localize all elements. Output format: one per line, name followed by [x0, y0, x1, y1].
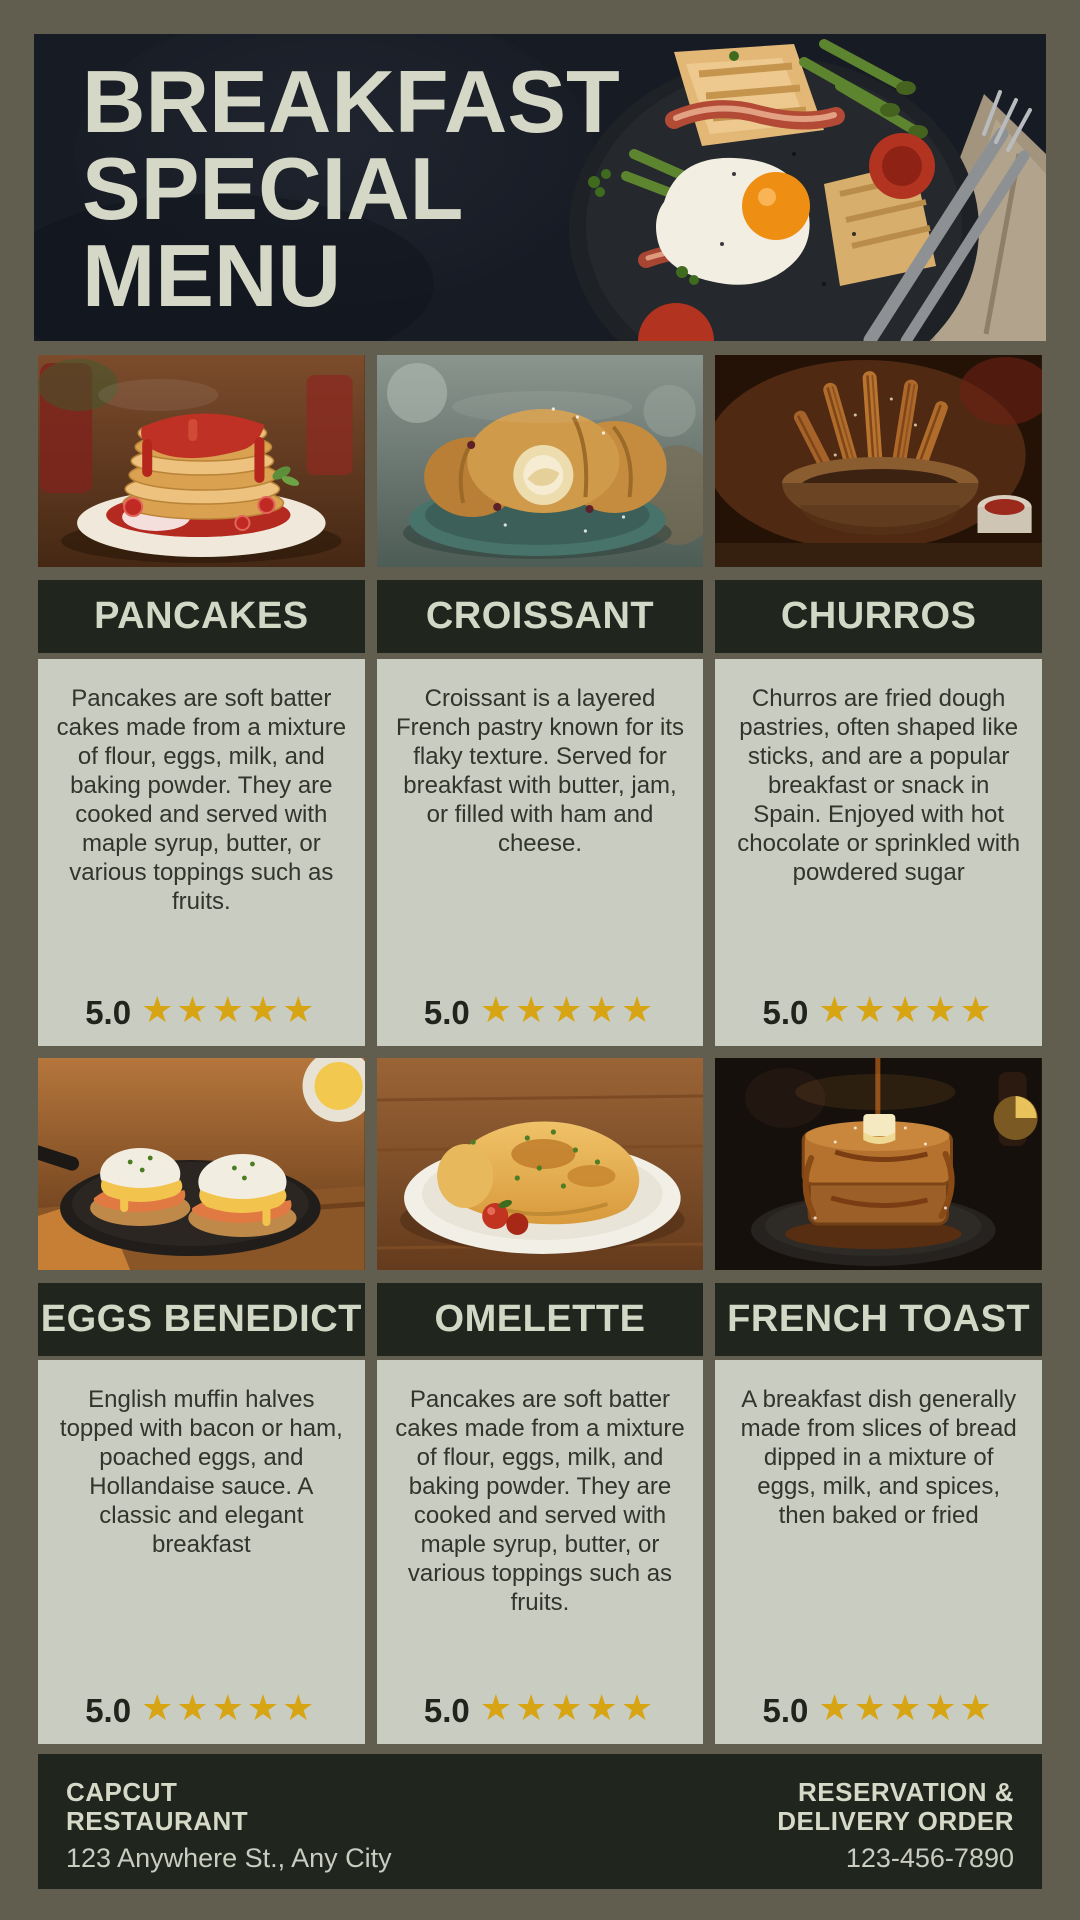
item-title-label: CROISSANT — [425, 595, 655, 637]
omelette-photo — [377, 1058, 704, 1270]
reservation-heading-line: RESERVATION & — [798, 1777, 1014, 1807]
item-description: Churros are fried dough pastries, often shaped like sticks, and are a popular breakfast or snack in Spain. Enjoyed with hot chocolate or sprinkled with powdered sugar — [737, 685, 1021, 886]
photo-row-1 — [38, 355, 1042, 567]
banner-title-line: MENU — [82, 226, 342, 325]
star-icons: ★★★★★ — [818, 989, 995, 1030]
item-card-eggs-benedict — [38, 1360, 365, 1744]
banner-title-line: BREAKFAST — [82, 52, 620, 151]
title-row-1 — [38, 580, 1042, 653]
description-row-2 — [38, 1360, 1042, 1744]
rating-score: 5.0 — [762, 993, 809, 1031]
item-card-french-toast — [715, 1360, 1042, 1744]
restaurant-name-line: CAPCUT — [66, 1777, 178, 1807]
reservation-heading-line: DELIVERY ORDER — [777, 1806, 1014, 1836]
footer-right — [777, 1777, 1014, 1873]
item-card-churros — [715, 659, 1042, 1046]
footer-left — [66, 1777, 392, 1873]
item-description: English muffin halves topped with bacon or ham, poached eggs, and Hollandaise sauce. A classic and elegant breakfast — [59, 1386, 343, 1558]
eggs-benedict-photo — [38, 1058, 365, 1270]
item-title-churros — [715, 580, 1042, 653]
restaurant-name-line: RESTAURANT — [66, 1806, 249, 1836]
item-title-label: FRENCH TOAST — [727, 1298, 1031, 1340]
rating — [377, 989, 704, 1032]
rating-score: 5.0 — [762, 1691, 809, 1729]
item-description: Pancakes are soft batter cakes made from a mixture of flour, eggs, milk, and baking powder. They are cooked and served with maple syrup, butter, or various toppings such as fruits. — [395, 1386, 685, 1616]
croissant-photo — [377, 355, 704, 567]
rating-score: 5.0 — [85, 1691, 132, 1729]
star-icons: ★★★★★ — [141, 1687, 318, 1728]
rating — [38, 1687, 365, 1730]
photo-row-2 — [38, 1058, 1042, 1270]
item-title-label: OMELETTE — [434, 1298, 646, 1340]
rating-score: 5.0 — [423, 993, 470, 1031]
item-title-pancakes — [38, 580, 365, 653]
banner-title-line: SPECIAL — [82, 139, 464, 238]
item-card-croissant — [377, 659, 704, 1046]
item-card-pancakes — [38, 659, 365, 1046]
rating — [715, 989, 1042, 1032]
star-icons: ★★★★★ — [479, 989, 657, 1030]
rating — [38, 989, 365, 1032]
item-description: Croissant is a layered French pastry known for its flaky texture. Served for breakfast with butter, jam, or filled with ham and cheese. — [395, 685, 685, 857]
item-card-omelette — [377, 1360, 704, 1744]
rating-score: 5.0 — [423, 1691, 470, 1729]
item-title-omelette — [377, 1283, 704, 1356]
item-description: A breakfast dish generally made from slices of bread dipped in a mixture of eggs, milk, and spices, then baked or fried — [740, 1386, 1017, 1529]
item-title-french-toast — [715, 1283, 1042, 1356]
french-toast-photo — [715, 1058, 1042, 1270]
pancakes-photo — [38, 355, 365, 567]
banner — [34, 34, 1046, 341]
item-title-eggs-benedict — [38, 1283, 365, 1356]
item-title-label: EGGS BENEDICT — [40, 1298, 362, 1340]
restaurant-address: 123 Anywhere St., Any City — [66, 1843, 392, 1873]
churros-photo — [715, 355, 1042, 567]
banner-title — [82, 52, 620, 325]
title-row-2 — [38, 1283, 1042, 1356]
item-description: Pancakes are soft batter cakes made from a mixture of flour, eggs, milk, and baking powder. They are cooked and served with maple syrup, butter, or various toppings such as fruits. — [56, 685, 347, 915]
star-icons: ★★★★★ — [818, 1687, 995, 1728]
star-icons: ★★★★★ — [141, 989, 318, 1030]
description-row-1 — [38, 659, 1042, 1046]
item-title-label: PANCAKES — [94, 595, 309, 637]
item-title-label: CHURROS — [780, 595, 977, 637]
item-title-croissant — [377, 580, 704, 653]
footer — [38, 1754, 1042, 1889]
rating-score: 5.0 — [85, 993, 132, 1031]
star-icons: ★★★★★ — [479, 1687, 657, 1728]
rating — [715, 1687, 1042, 1730]
phone-number: 123-456-7890 — [845, 1843, 1014, 1873]
rating — [377, 1687, 704, 1730]
